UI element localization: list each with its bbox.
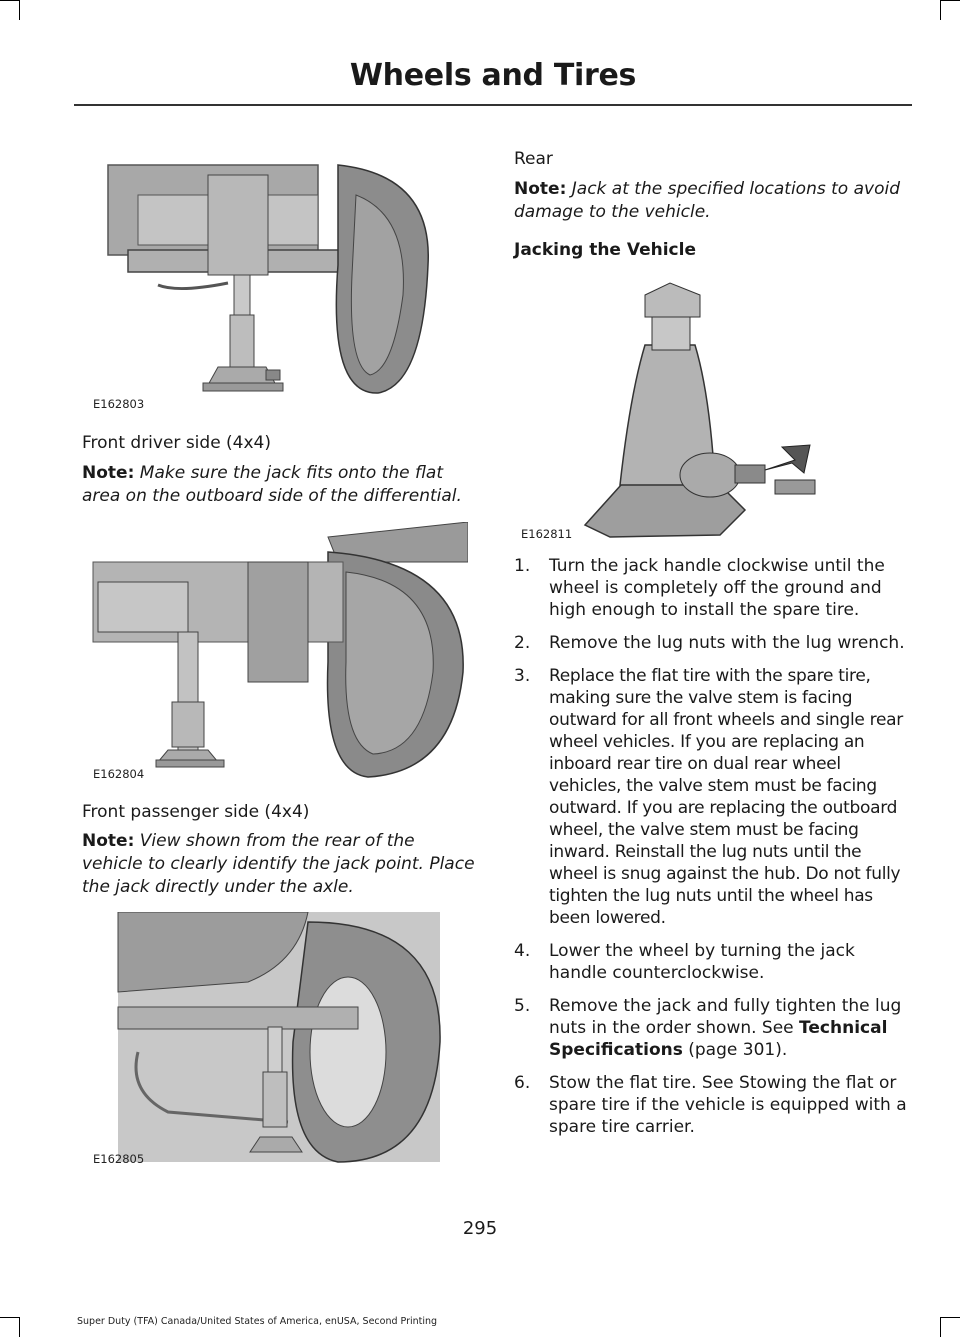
crop-mark	[19, 0, 20, 20]
list-item	[514, 632, 912, 654]
list-item	[514, 555, 912, 621]
note-label: Note:	[514, 179, 567, 199]
crop-mark	[940, 0, 941, 20]
step-text: Remove the jack and fully tighten the lug nuts in the order shown. See	[549, 996, 902, 1038]
crop-mark	[940, 1317, 960, 1318]
list-item	[514, 940, 912, 984]
step-text: Replace the flat tire with the spare tire, making sure the valve stem is facing outward for all front wheels and single rear wheel vehicles. If you are replacing an inboard rear tire on dual rear wheel vehicles, the valve stem must be facing outward. If you are replacing the outboard wheel, the valve stem must be facing inward. Reinstall the lug nuts until the wheel is snug against the hub. Do not fully tighten the lug nuts until the wheel has been lowered.	[549, 666, 903, 928]
list-item	[514, 995, 912, 1061]
list-item	[514, 1072, 912, 1138]
step-number: 5.	[514, 996, 531, 1016]
page-number: 295	[462, 1218, 498, 1239]
crop-mark	[0, 0, 20, 1]
jack-front-driver-illustration	[88, 155, 433, 403]
note-label: Note:	[82, 463, 135, 483]
page-title: Wheels and Tires	[349, 58, 637, 93]
step-text: Stow the flat tire. See Stowing the flat or spare tire if the vehicle is equipped with a spare tire carrier.	[549, 1073, 907, 1137]
figure-id: E162805	[93, 1152, 145, 1166]
crop-mark	[940, 1317, 941, 1337]
footer-text: Super Duty (TFA) Canada/United States of America, enUSA, Second Printing	[77, 1316, 438, 1327]
header-rule	[74, 104, 912, 106]
technical-specifications-link[interactable]: Technical Specifications	[549, 1018, 888, 1060]
step-text: Lower the wheel by turning the jack handle counterclockwise.	[549, 941, 855, 983]
note-text: Jack at the specified locations to avoid damage to the vehicle.	[514, 179, 900, 222]
note-text: View shown from the rear of the vehicle to clearly identify the jack point. Place the jack directly under the axle.	[82, 831, 475, 897]
note-text: Make sure the jack fits onto the flat area on the outboard side of the differential.	[82, 463, 462, 506]
figure-id: E162803	[93, 397, 145, 411]
jack-front-passenger-illustration	[88, 522, 468, 782]
caption-front-driver: Front driver side (4x4)	[82, 433, 272, 453]
note-label: Note:	[82, 831, 135, 851]
caption-front-passenger: Front passenger side (4x4)	[82, 802, 310, 822]
step-number: 4.	[514, 941, 531, 961]
figure-id: E162804	[93, 767, 145, 781]
note-rear	[514, 178, 912, 224]
crop-mark	[19, 1317, 20, 1337]
section-heading: Jacking the Vehicle	[514, 240, 696, 260]
step-number: 6.	[514, 1073, 531, 1093]
list-item	[514, 665, 912, 929]
jack-rear-illustration	[88, 912, 443, 1167]
crop-mark	[940, 0, 960, 1]
note-front-passenger	[82, 830, 477, 899]
caption-rear: Rear	[514, 149, 553, 169]
figure-id: E162811	[521, 527, 573, 541]
jacking-steps	[514, 555, 912, 1149]
jack-handle-illustration	[520, 275, 820, 540]
step-number: 3.	[514, 666, 531, 686]
step-number: 1.	[514, 556, 531, 576]
crop-mark	[0, 1317, 20, 1318]
step-number: 2.	[514, 633, 531, 653]
step-text: Turn the jack handle clockwise until the wheel is completely off the ground and high enough to install the spare tire.	[549, 556, 885, 620]
step-text: Remove the lug nuts with the lug wrench.	[549, 633, 905, 653]
step-text: (page 301).	[682, 1040, 788, 1060]
note-front-driver	[82, 462, 477, 508]
